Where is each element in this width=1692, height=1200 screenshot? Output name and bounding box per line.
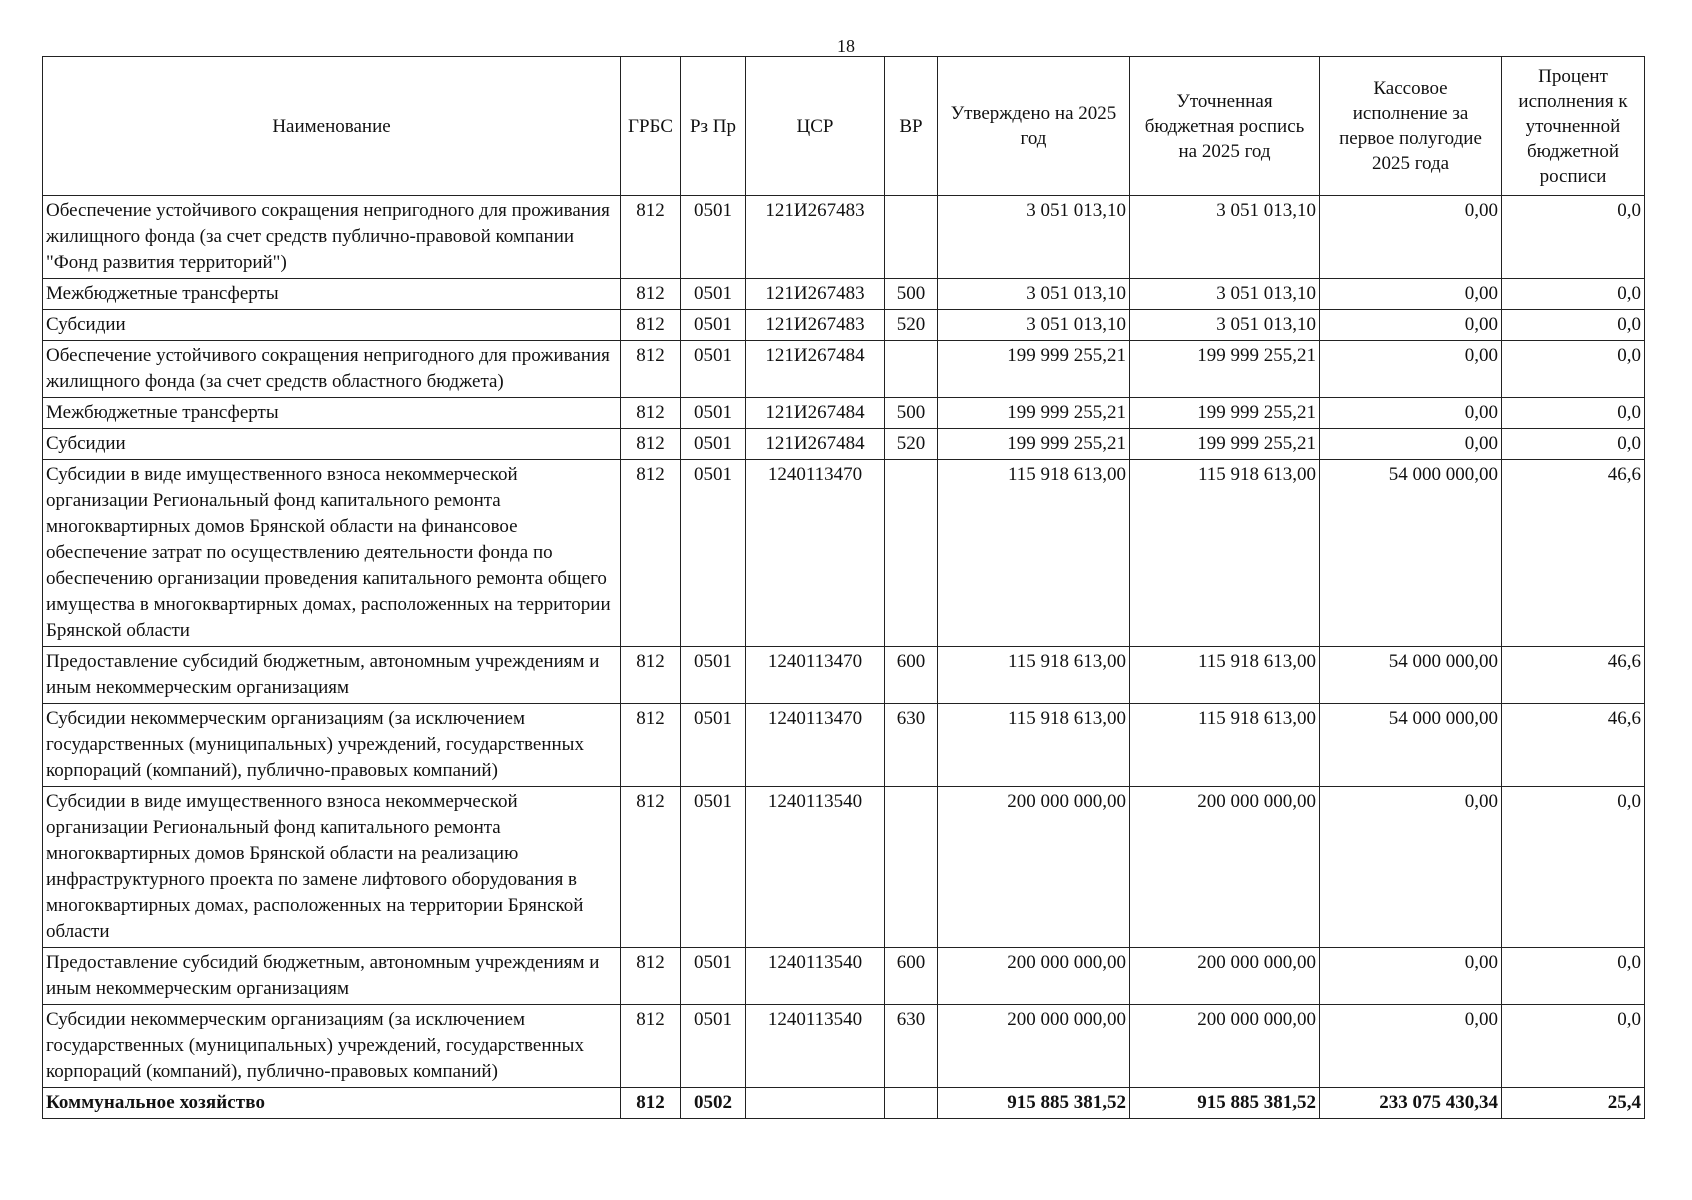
- row-refined: 115 918 613,00: [1130, 460, 1320, 647]
- row-rzpr: 0501: [681, 398, 746, 429]
- row-cash: 0,00: [1320, 279, 1502, 310]
- row-vr: 520: [885, 310, 938, 341]
- row-vr: [885, 787, 938, 948]
- row-grbs: 812: [621, 429, 681, 460]
- header-rzpr: Рз Пр: [681, 57, 746, 196]
- row-csr: 1240113540: [746, 787, 885, 948]
- row-approved: 199 999 255,21: [938, 429, 1130, 460]
- table-row: [43, 398, 1645, 429]
- header-refined: Уточненная бюджетная роспись на 2025 год: [1130, 57, 1320, 196]
- row-grbs: 812: [621, 196, 681, 279]
- row-csr: 1240113470: [746, 647, 885, 704]
- table-row: [43, 341, 1645, 398]
- row-vr: 500: [885, 279, 938, 310]
- row-percent: 46,6: [1502, 647, 1645, 704]
- row-vr: 500: [885, 398, 938, 429]
- row-rzpr: 0501: [681, 787, 746, 948]
- row-csr: 1240113470: [746, 704, 885, 787]
- row-percent: 0,0: [1502, 948, 1645, 1005]
- header-grbs: ГРБС: [621, 57, 681, 196]
- row-vr: [885, 460, 938, 647]
- row-rzpr: 0501: [681, 196, 746, 279]
- row-grbs: 812: [621, 279, 681, 310]
- row-csr: 121И267483: [746, 310, 885, 341]
- budget-table: [42, 56, 1645, 1119]
- header-name: Наименование: [43, 57, 621, 196]
- row-percent: 46,6: [1502, 460, 1645, 647]
- row-name: Субсидии: [43, 310, 621, 341]
- row-name: Обеспечение устойчивого сокращения непригодного для проживания жилищного фонда (за счет средств публично-правовой компании "Фонд развития территорий"): [43, 196, 621, 279]
- row-percent: 0,0: [1502, 1005, 1645, 1088]
- row-percent: 0,0: [1502, 310, 1645, 341]
- table-row: [43, 196, 1645, 279]
- row-percent: 0,0: [1502, 398, 1645, 429]
- row-approved: 199 999 255,21: [938, 398, 1130, 429]
- row-rzpr: 0501: [681, 310, 746, 341]
- row-name: Субсидии некоммерческим организациям (за исключением государственных (муниципальных) учреждений, государственных корпораций (компаний), публично-правовых компаний): [43, 704, 621, 787]
- row-approved: 3 051 013,10: [938, 310, 1130, 341]
- row-csr: 121И267483: [746, 196, 885, 279]
- row-approved: 200 000 000,00: [938, 787, 1130, 948]
- row-approved: 115 918 613,00: [938, 647, 1130, 704]
- row-cash: 0,00: [1320, 948, 1502, 1005]
- row-percent: 0,0: [1502, 279, 1645, 310]
- row-csr: 1240113540: [746, 948, 885, 1005]
- row-cash: 54 000 000,00: [1320, 704, 1502, 787]
- row-grbs: 812: [621, 398, 681, 429]
- total-percent: 25,4: [1502, 1088, 1645, 1119]
- row-refined: 199 999 255,21: [1130, 429, 1320, 460]
- row-refined: 200 000 000,00: [1130, 787, 1320, 948]
- row-grbs: 812: [621, 460, 681, 647]
- total-rzpr: 0502: [681, 1088, 746, 1119]
- row-rzpr: 0501: [681, 704, 746, 787]
- header-csr: ЦСР: [746, 57, 885, 196]
- header-cash: Кассовое исполнение за первое полугодие 2025 года: [1320, 57, 1502, 196]
- row-cash: 54 000 000,00: [1320, 647, 1502, 704]
- row-vr: 600: [885, 948, 938, 1005]
- row-approved: 200 000 000,00: [938, 1005, 1130, 1088]
- row-grbs: 812: [621, 647, 681, 704]
- row-cash: 0,00: [1320, 196, 1502, 279]
- row-vr: 520: [885, 429, 938, 460]
- row-refined: 3 051 013,10: [1130, 279, 1320, 310]
- row-cash: 0,00: [1320, 429, 1502, 460]
- row-csr: 121И267483: [746, 279, 885, 310]
- row-name: Субсидии в виде имущественного взноса некоммерческой организации Региональный фонд капитального ремонта многоквартирных домов Брянской области на финансовое обеспечение затрат по осуществлению деятельности фонда по обеспечению организации проведения капитального ремонта общего имущества в многоквартирных домах, расположенных на территории Брянской области: [43, 460, 621, 647]
- row-percent: 0,0: [1502, 341, 1645, 398]
- row-name: Межбюджетные трансферты: [43, 398, 621, 429]
- total-approved: 915 885 381,52: [938, 1088, 1130, 1119]
- total-name: Коммунальное хозяйство: [43, 1088, 621, 1119]
- row-rzpr: 0501: [681, 279, 746, 310]
- row-rzpr: 0501: [681, 647, 746, 704]
- total-grbs: 812: [621, 1088, 681, 1119]
- table-row: [43, 310, 1645, 341]
- row-cash: 0,00: [1320, 1005, 1502, 1088]
- row-approved: 115 918 613,00: [938, 460, 1130, 647]
- row-grbs: 812: [621, 787, 681, 948]
- row-name: Предоставление субсидий бюджетным, автономным учреждениям и иным некоммерческим организациям: [43, 948, 621, 1005]
- row-refined: 115 918 613,00: [1130, 647, 1320, 704]
- header-approved: Утверждено на 2025 год: [938, 57, 1130, 196]
- row-name: Субсидии некоммерческим организациям (за исключением государственных (муниципальных) учреждений, государственных корпораций (компаний), публично-правовых компаний): [43, 1005, 621, 1088]
- row-rzpr: 0501: [681, 460, 746, 647]
- row-vr: 630: [885, 1005, 938, 1088]
- row-refined: 199 999 255,21: [1130, 398, 1320, 429]
- row-refined: 115 918 613,00: [1130, 704, 1320, 787]
- row-percent: 0,0: [1502, 787, 1645, 948]
- row-percent: 46,6: [1502, 704, 1645, 787]
- table-row: [43, 1005, 1645, 1088]
- header-vr: ВР: [885, 57, 938, 196]
- row-grbs: 812: [621, 1005, 681, 1088]
- table-row: [43, 429, 1645, 460]
- row-csr: 121И267484: [746, 429, 885, 460]
- row-grbs: 812: [621, 341, 681, 398]
- row-grbs: 812: [621, 948, 681, 1005]
- row-rzpr: 0501: [681, 948, 746, 1005]
- row-cash: 0,00: [1320, 787, 1502, 948]
- row-name: Субсидии: [43, 429, 621, 460]
- row-percent: 0,0: [1502, 196, 1645, 279]
- table-row: [43, 948, 1645, 1005]
- row-vr: 630: [885, 704, 938, 787]
- row-approved: 3 051 013,10: [938, 196, 1130, 279]
- row-refined: 200 000 000,00: [1130, 1005, 1320, 1088]
- table-row: [43, 279, 1645, 310]
- header-percent: Процент исполнения к уточненной бюджетной росписи: [1502, 57, 1645, 196]
- row-grbs: 812: [621, 704, 681, 787]
- table-row: [43, 704, 1645, 787]
- row-rzpr: 0501: [681, 1005, 746, 1088]
- header-row: [43, 57, 1645, 196]
- row-name: Обеспечение устойчивого сокращения непригодного для проживания жилищного фонда (за счет средств областного бюджета): [43, 341, 621, 398]
- row-vr: [885, 341, 938, 398]
- row-approved: 200 000 000,00: [938, 948, 1130, 1005]
- row-csr: 1240113470: [746, 460, 885, 647]
- row-cash: 54 000 000,00: [1320, 460, 1502, 647]
- row-approved: 3 051 013,10: [938, 279, 1130, 310]
- row-cash: 0,00: [1320, 398, 1502, 429]
- total-vr: [885, 1088, 938, 1119]
- row-csr: 1240113540: [746, 1005, 885, 1088]
- total-cash: 233 075 430,34: [1320, 1088, 1502, 1119]
- row-percent: 0,0: [1502, 429, 1645, 460]
- row-approved: 199 999 255,21: [938, 341, 1130, 398]
- total-row: [43, 1088, 1645, 1119]
- row-cash: 0,00: [1320, 310, 1502, 341]
- row-refined: 199 999 255,21: [1130, 341, 1320, 398]
- table-row: [43, 647, 1645, 704]
- row-refined: 200 000 000,00: [1130, 948, 1320, 1005]
- row-vr: 600: [885, 647, 938, 704]
- total-refined: 915 885 381,52: [1130, 1088, 1320, 1119]
- table-row: [43, 787, 1645, 948]
- total-csr: [746, 1088, 885, 1119]
- page-number: 18: [837, 36, 855, 56]
- row-rzpr: 0501: [681, 341, 746, 398]
- row-rzpr: 0501: [681, 429, 746, 460]
- row-csr: 121И267484: [746, 398, 885, 429]
- row-cash: 0,00: [1320, 341, 1502, 398]
- row-refined: 3 051 013,10: [1130, 196, 1320, 279]
- row-name: Предоставление субсидий бюджетным, автономным учреждениям и иным некоммерческим организациям: [43, 647, 621, 704]
- row-csr: 121И267484: [746, 341, 885, 398]
- row-refined: 3 051 013,10: [1130, 310, 1320, 341]
- row-grbs: 812: [621, 310, 681, 341]
- table-row: [43, 460, 1645, 647]
- row-name: Межбюджетные трансферты: [43, 279, 621, 310]
- row-name: Субсидии в виде имущественного взноса некоммерческой организации Региональный фонд капитального ремонта многоквартирных домов Брянской области на реализацию инфраструктурного проекта по замене лифтового оборудования в многоквартирных домах, расположенных на территории Брянской области: [43, 787, 621, 948]
- row-vr: [885, 196, 938, 279]
- row-approved: 115 918 613,00: [938, 704, 1130, 787]
